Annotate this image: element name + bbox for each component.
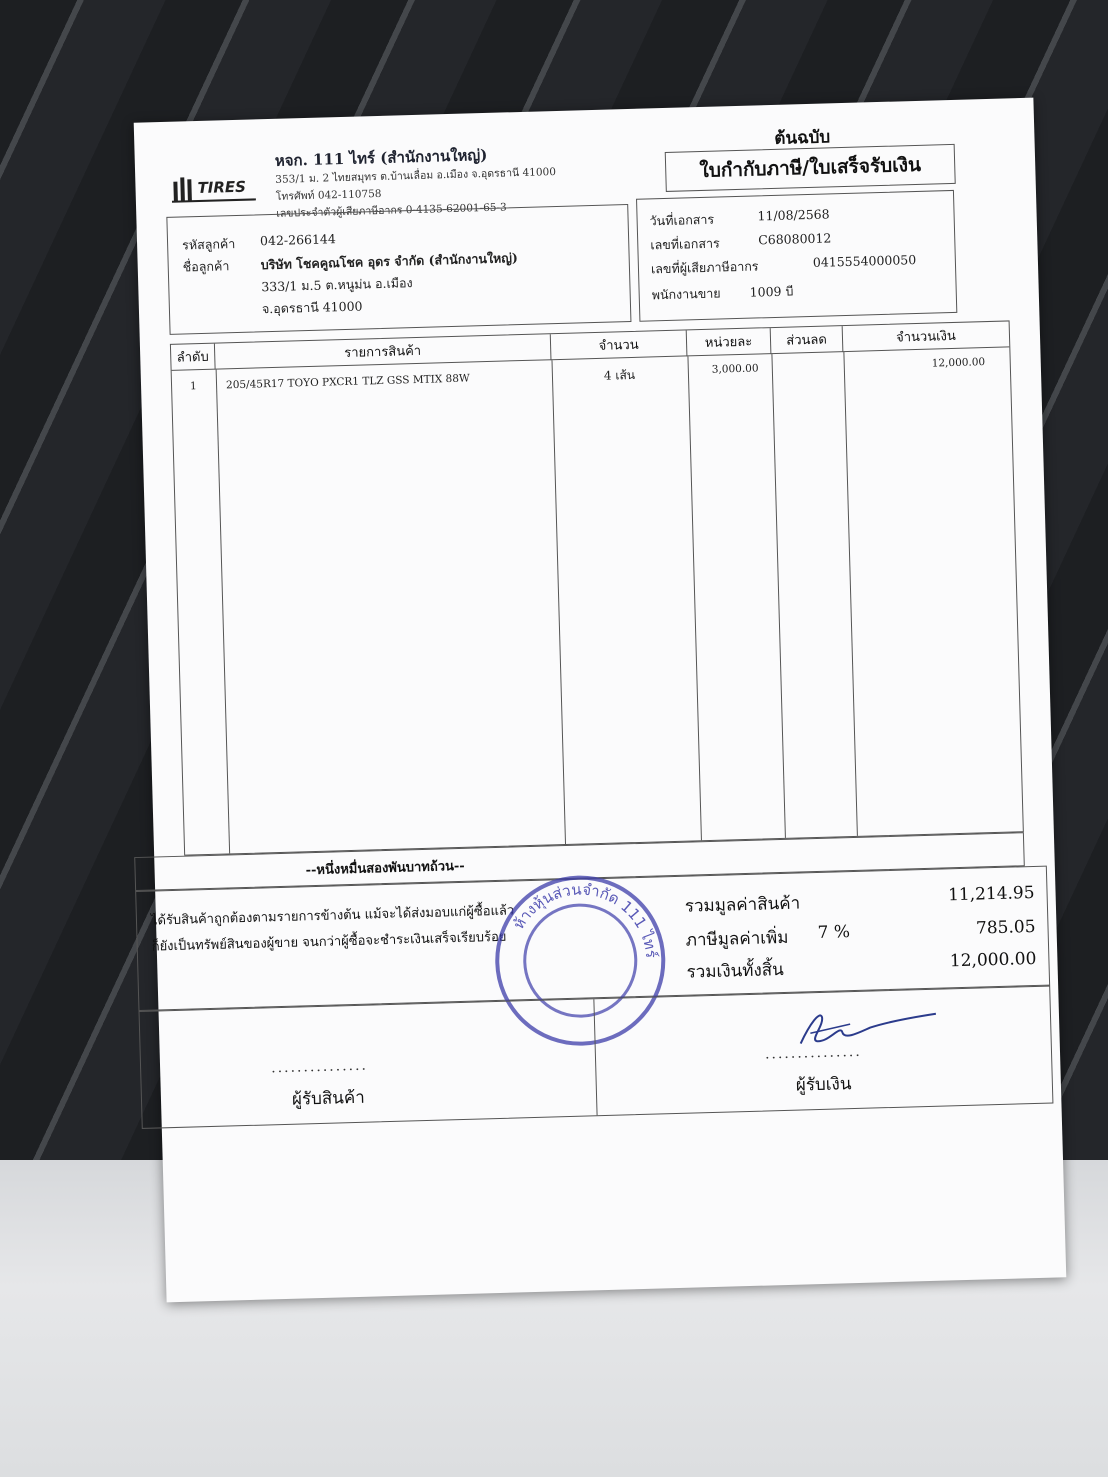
col-divider [771,354,786,838]
vat-rate: 7 % [817,922,851,944]
payee-signature [780,1000,941,1054]
taxpayer-number: 0415554000050 [812,252,917,270]
svg-text:ห้างหุ้นส่วนจำกัด 111 ไทร์: ห้างหุ้นส่วนจำกัด 111 ไทร์ [509,880,661,959]
doc-date-label: วันที่เอกสาร [649,211,715,229]
row-item: 205/45R17 TOYO PXCR1 TLZ GSS MTIX 88W [225,372,470,392]
col-divider [551,360,566,844]
amount-in-words: --หนึ่งหมื่นสองพันบาทถ้วน-- [134,832,1025,891]
vat-label: ภาษีมูลค่าเพิ่ม [685,927,789,951]
company-logo [171,173,258,205]
doc-number-label: เลขที่เอกสาร [650,235,720,253]
salesperson-label: พนักงานขาย [651,285,721,303]
subtotal-value: 11,214.95 [947,882,1035,906]
col-divider [216,370,231,854]
ownership-note-line-1: ได้รับสินค้าถูกต้องตามรายการข้างต้น แม้จะได้ส่งมอบแก่ผู้ซื้อแล้ว [150,903,515,929]
company-tax-id: เลขประจำตัวผู้เสียภาษีอากร 0-4135-62001-65-3 [276,201,507,220]
payee-signature-line: ............... [764,1043,862,1063]
col-divider [843,352,858,836]
signature-box [139,986,1054,1129]
company-name: หจก. 111 ไทร์ (สำนักงานใหญ่) [274,145,488,170]
signature-divider [593,999,597,1115]
copy-label: ต้นฉบับ [774,127,831,149]
col-header-no: ลำดับ [171,344,216,371]
row-no: 1 [189,380,197,393]
col-header-qty: จำนวน [551,330,688,360]
payee-label: ผู้รับเงิน [795,1074,852,1096]
taxpayer-label: เลขที่ผู้เสียภาษีอากร [650,258,759,277]
receiver-label: ผู้รับสินค้า [291,1087,366,1110]
document-meta-box [636,190,957,322]
doc-number: C68080012 [758,230,832,248]
salesperson: 1009 บี [749,283,794,300]
customer-name: บริษัท โชคคูณโชค อุดร จำกัด (สำนักงานใหญ่) [260,250,519,273]
col-divider [687,356,702,840]
grand-total-label: รวมเงินทั้งสิ้น [686,959,785,983]
row-unit-price: 3,000.00 [711,362,759,376]
grand-total-value: 12,000.00 [949,948,1037,972]
customer-address-1: 333/1 ม.5 ต.หนูม่น อ.เมือง [261,275,413,295]
document-title: ใบกำกับภาษี/ใบเสร็จรับเงิน [665,144,956,192]
vat-value: 785.05 [975,916,1036,939]
items-table [170,320,1024,855]
ownership-note-line-2: ก็ยังเป็นทรัพย์สินของผู้ขาย จนกว่าผู้ซื้อจะชำระเงินเสร็จเรียบร้อย [151,929,507,955]
row-qty: 4 เส้น [603,367,636,383]
customer-name-label: ชื่อลูกค้า [182,258,230,275]
invoice-paper [134,98,1067,1303]
receiver-signature-line: ............... [270,1057,369,1077]
row-amount: 12,000.00 [931,356,986,370]
company-address: 353/1 ม. 2 ไทยสมุทร ต.บ้านเลื่อม อ.เมือง จ.อุดรธานี 41000 [275,166,557,186]
company-phone: โทรศัพท์ 042-110758 [275,187,382,203]
doc-date: 11/08/2568 [757,206,830,224]
customer-box [166,204,631,335]
subtotal-label: รวมมูลค่าสินค้า [684,893,801,917]
col-header-unit-price: หน่วยละ [687,328,772,356]
customer-code: 042-266144 [259,231,337,249]
customer-code-label: รหัสลูกค้า [181,236,236,253]
col-header-discount: ส่วนลด [771,326,844,354]
col-header-amount: จำนวนเงิน [843,321,1010,352]
logo-wordmark: TIRES [197,177,247,198]
col-header-item: รายการสินค้า [215,334,552,369]
customer-address-2: จ.อุดรธานี 41000 [261,298,363,317]
